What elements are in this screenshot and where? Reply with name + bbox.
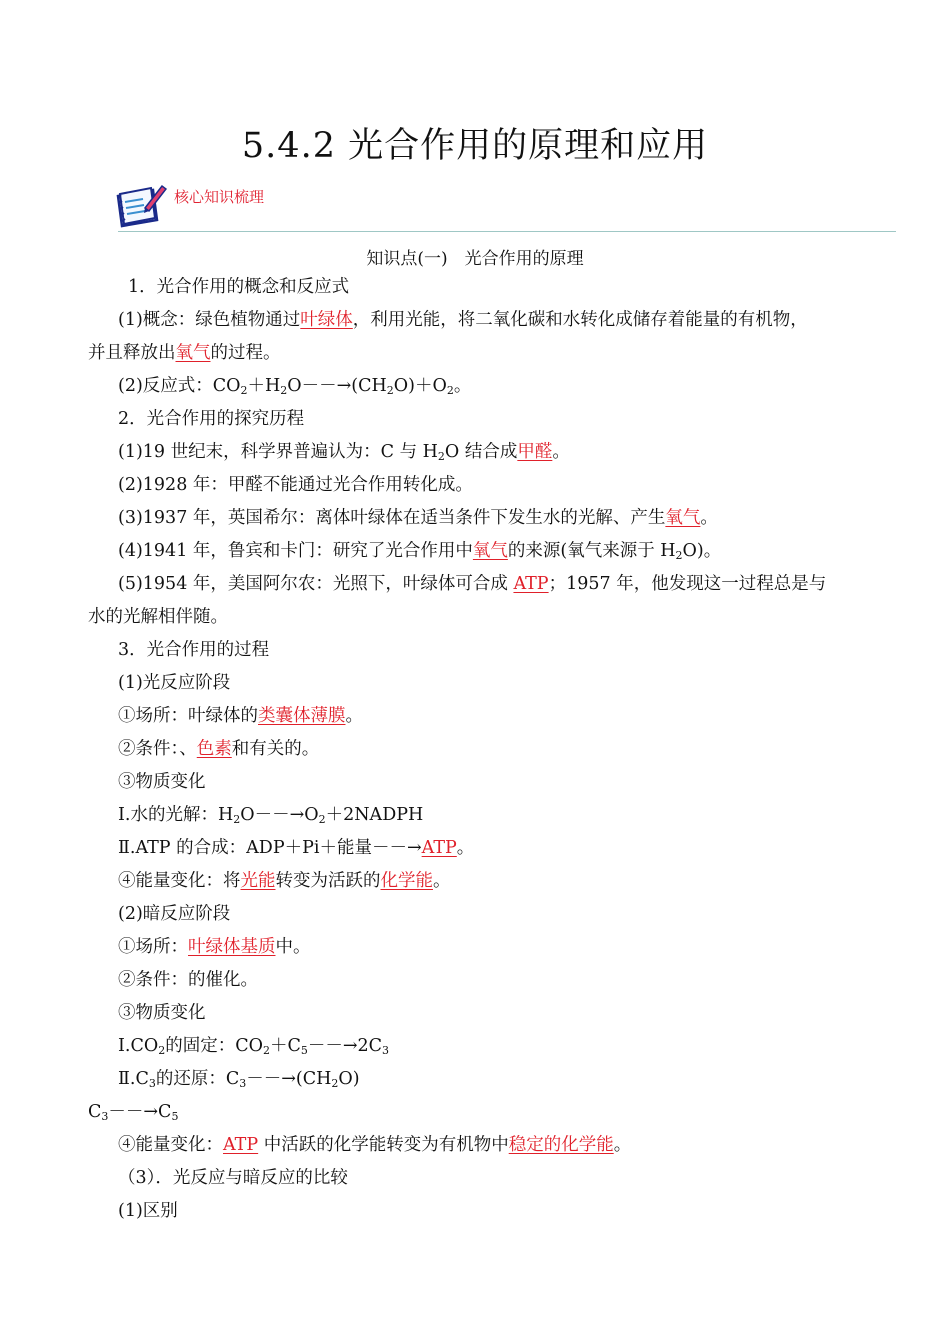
answer-blank: 类囊体薄膜	[258, 706, 346, 726]
page-title: 5.4.2 光合作用的原理和应用	[241, 126, 709, 166]
answer-blank: 氧气	[175, 343, 211, 363]
subsection-heading: 2．光合作用的探究历程	[118, 409, 305, 429]
stage-heading: (2)暗反应阶段	[118, 904, 231, 924]
paragraph: ③物质变化	[118, 772, 206, 792]
answer-blank: 氧气	[665, 508, 701, 528]
reaction-formula: $Ⅱ.C_3$的还原：$C_3--\to(CH_2O)$	[118, 1069, 360, 1090]
answer-blank: 叶绿体基质	[188, 937, 276, 957]
answer-blank: 叶绿体	[300, 310, 353, 330]
answer-blank: 稳定的化学能	[508, 1135, 614, 1155]
paragraph: ④能量变化：将光能转变为活跃的化学能。	[118, 871, 451, 891]
reaction-formula: (2)反应式：$CO_2+H_2O--\to(CH_2O)+O_2$。	[118, 376, 472, 397]
answer-blank: ATP	[223, 1135, 259, 1155]
answer-blank: ATP	[513, 574, 549, 594]
notebook-pencil-icon	[115, 182, 167, 228]
section-heading: 知识点(一) 光合作用的原理	[366, 249, 584, 269]
paragraph: (4)1941 年，鲁宾和卡门：研究了光合作用中氧气的来源(氧气来源于 $H_2O$)。	[118, 541, 722, 562]
answer-blank: 氧气	[472, 541, 508, 561]
answer-blank: 色素	[196, 739, 232, 759]
answer-blank: 甲醛	[517, 442, 553, 462]
paragraph: ①场所：叶绿体的类囊体薄膜。	[118, 706, 363, 726]
paragraph-continuation: 水的光解相伴随。	[88, 607, 228, 627]
paragraph: (3)1937 年，英国希尔：离体叶绿体在适当条件下发生水的光解、产生氧气。	[118, 508, 718, 528]
answer-blank: 光能	[240, 871, 276, 891]
paragraph: ①场所：叶绿体基质中。	[118, 937, 311, 957]
subsection-heading: 1．光合作用的概念和反应式	[128, 277, 350, 297]
document-body	[88, 271, 888, 1228]
paragraph: (2)1928 年：甲醛不能通过光合作用转化成。	[118, 475, 473, 495]
paragraph: ②条件：的催化。	[118, 970, 258, 990]
paragraph-continuation: 并且释放出氧气的过程。	[88, 343, 281, 363]
answer-blank: 化学能	[380, 871, 433, 891]
paragraph: ②条件：、色素和有关的。	[118, 739, 320, 759]
stage-heading: (1)光反应阶段	[118, 673, 231, 693]
banner-label: 核心知识梳理	[174, 188, 265, 206]
paragraph: (1)概念：绿色植物通过叶绿体，利用光能，将二氧化碳和水转化成储存着能量的有机物，	[118, 310, 808, 330]
reaction-formula: Ⅱ.ATP 的合成：ADP＋Pi＋能量－－→ATP。	[118, 838, 475, 858]
subsection-heading: 3．光合作用的过程	[118, 640, 270, 660]
paragraph: ③物质变化	[118, 1003, 206, 1023]
divider	[118, 231, 896, 232]
reaction-formula: $C_3--\to C_5$	[88, 1102, 179, 1123]
paragraph: (1)19 世纪末，科学界普遍认为：C 与 $H_2O$ 结合成甲醛。	[118, 442, 570, 463]
paragraph: ④能量变化：ATP 中活跃的化学能转变为有机物中稳定的化学能。	[118, 1135, 632, 1155]
paragraph: (1)区别	[118, 1201, 178, 1221]
reaction-formula: Ⅰ.水的光解：$H_2O--\to O_2+2NADPH$	[118, 805, 424, 826]
reaction-formula: $Ⅰ.CO_2$的固定：$CO_2+C_5--\to 2C_3$	[118, 1036, 390, 1057]
subsection-heading: （3）．光反应与暗反应的比较	[118, 1168, 348, 1188]
answer-blank: ATP	[421, 838, 457, 858]
paragraph: (5)1954 年，美国阿尔农：光照下，叶绿体可合成 ATP；1957 年，他发现这一过程总是与	[118, 574, 827, 594]
